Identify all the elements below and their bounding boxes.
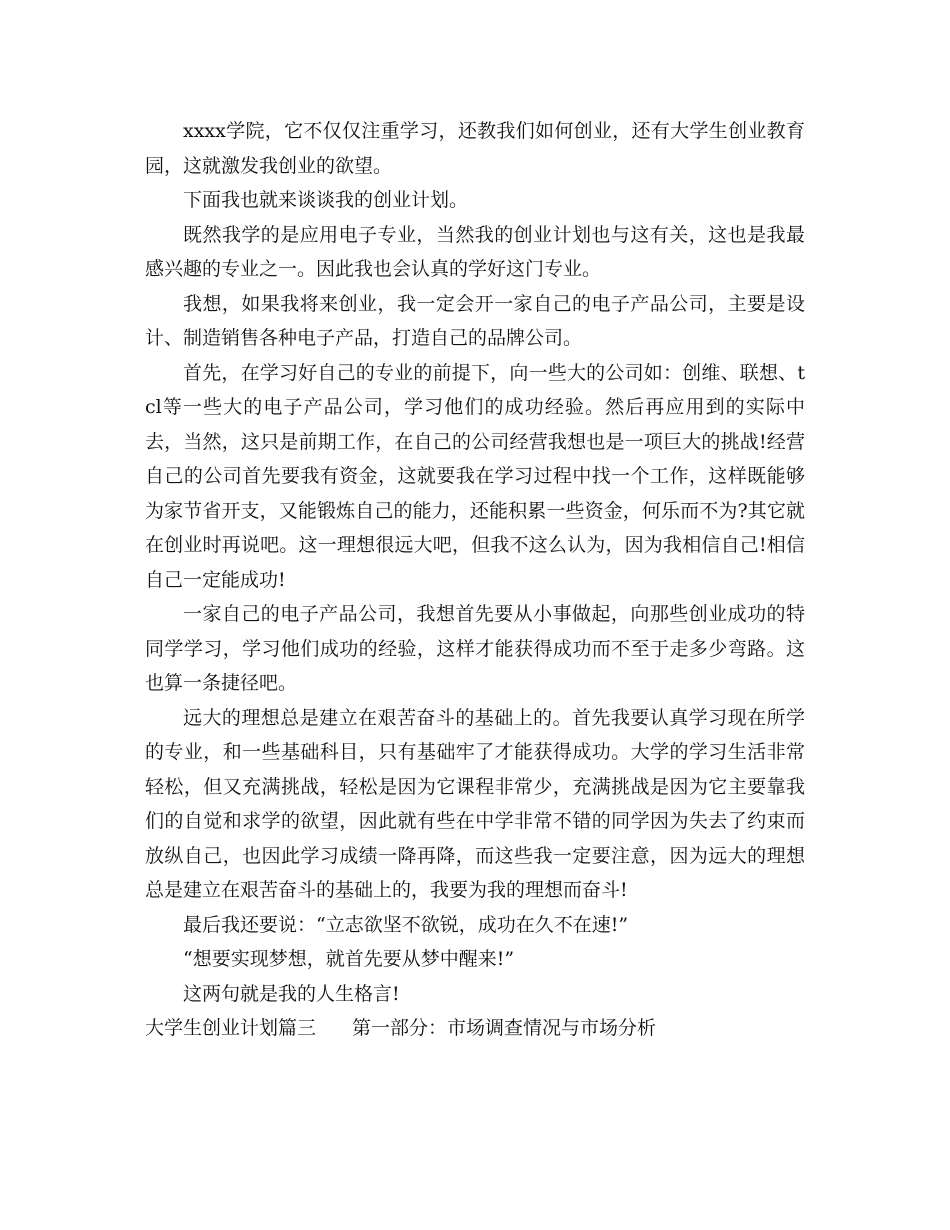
paragraph: xxxx学院，它不仅仅注重学习，还教我们如何创业，还有大学生创业教育园，这就激发我创业的欲望。: [145, 120, 805, 177]
paragraph: 一家自己的电子产品公司，我想首先要从小事做起，向那些创业成功的特同学学习，学习他们成功的经验，这样才能获得成功而不至于走多少弯路。这也算一条捷径吧。: [145, 603, 805, 694]
paragraph: 首先，在学习好自己的专业的前提下，向一些大的公司如：创维、联想、tcl等一些大的电子产品公司，学习他们的成功经验。然后再应用到的实际中去，当然，这只是前期工作，在自己的公司经营我想也是一项巨大的挑战!经营自己的公司首先要我有资金，这就要我在学习过程中找一个工作，这样既能够为家节省开支，又能锻炼自己的能力，还能积累一些资金，何乐而不为?其它就在创业时再说吧。这一理想很远大吧，但我不这么认为，因为我相信自己!相信自己一定能成功!: [145, 361, 805, 591]
paragraph: 我想，如果我将来创业，我一定会开一家自己的电子产品公司，主要是设计、制造销售各种电子产品，打造自己的品牌公司。: [145, 292, 805, 349]
paragraph: 远大的理想总是建立在艰苦奋斗的基础上的。首先我要认真学习现在所学的专业，和一些基础科目，只有基础牢了才能获得成功。大学的学习生活非常轻松，但又充满挑战，轻松是因为它课程非常少，充满挑战是因为它主要靠我们的自觉和求学的欲望，因此就有些在中学非常不错的同学因为失去了约束而放纵自己，也因此学习成绩一降再降，而这些我一定要注意，因为远大的理想总是建立在艰苦奋斗的基础上的，我要为我的理想而奋斗!: [145, 706, 805, 901]
section-title: 大学生创业计划篇三: [145, 1017, 317, 1039]
document-body: [145, 114, 805, 1046]
paragraph: 这两句就是我的人生格言!: [183, 982, 400, 1005]
paragraph: “想要实现梦想，就首先要从梦中醒来!”: [183, 948, 515, 970]
paragraph: 既然我学的是应用电子专业，当然我的创业计划也与这有关，这也是我最感兴趣的专业之一。因此我也会认真的学好这门专业。: [145, 223, 805, 280]
paragraph: 下面我也就来谈谈我的创业计划。: [183, 189, 469, 211]
section-subtitle: 第一部分：市场调查情况与市场分析: [352, 1017, 657, 1039]
section-heading: [145, 1011, 805, 1046]
paragraph: 最后我还要说：“立志欲坚不欲锐，成功在久不在速!”: [183, 913, 629, 936]
